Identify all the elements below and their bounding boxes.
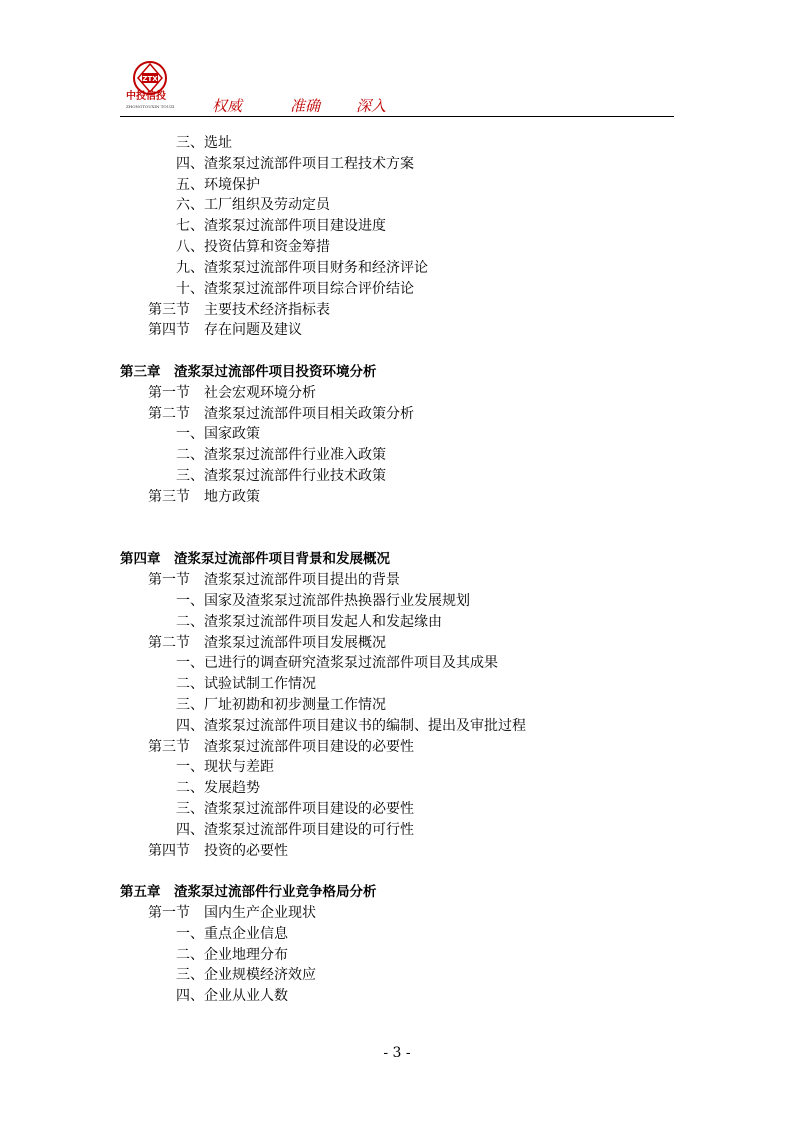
- toc-entry: 三、厂址初勘和初步测量工作情况: [176, 697, 386, 713]
- toc-entry: 四、渣浆泵过流部件项目建议书的编制、提出及审批过程: [176, 718, 526, 734]
- toc-entry: 第四节 存在问题及建议: [148, 322, 302, 338]
- motto-authoritative: 权威: [212, 97, 243, 115]
- toc-entry: 一、国家及渣浆泵过流部件热换器行业发展规划: [176, 593, 470, 609]
- logo-subtext: ZHONGTOUXIN TOUZI: [126, 104, 175, 109]
- toc-entry: 二、试验试制工作情况: [176, 676, 316, 692]
- toc-entry: 第一节 渣浆泵过流部件项目提出的背景: [148, 572, 400, 588]
- toc-entry: 四、渣浆泵过流部件项目建设的可行性: [176, 822, 414, 838]
- toc-entry: 三、企业规模经济效应: [176, 967, 316, 983]
- toc-entry: 四、企业从业人数: [176, 988, 288, 1004]
- toc-entry: 第三节 渣浆泵过流部件项目建设的必要性: [148, 739, 414, 755]
- svg-text:ZTX: ZTX: [142, 75, 158, 83]
- toc-entry: 一、现状与差距: [176, 759, 274, 775]
- toc-entry: 三、渣浆泵过流部件行业技术政策: [176, 468, 386, 484]
- toc-entry: 十、渣浆泵过流部件项目综合评价结论: [176, 281, 414, 297]
- toc-entry: 第一节 国内生产企业现状: [148, 905, 316, 921]
- toc-entry: 六、工厂组织及劳动定员: [176, 197, 330, 213]
- toc-entry: 二、渣浆泵过流部件行业准入政策: [176, 447, 386, 463]
- toc-entry: 三、渣浆泵过流部件项目建设的必要性: [176, 801, 414, 817]
- motto-accurate: 准确: [290, 97, 321, 115]
- logo-text: 中投信投: [126, 91, 166, 102]
- toc-chapter: 第三章 渣浆泵过流部件项目投资环境分析: [120, 364, 377, 380]
- toc-entry: 第一节 社会宏观环境分析: [148, 385, 316, 401]
- toc-entry: 第三节 主要技术经济指标表: [148, 302, 330, 318]
- toc-entry: 一、重点企业信息: [176, 926, 288, 942]
- toc-entry: 八、投资估算和资金筹措: [176, 239, 330, 255]
- toc-entry: 五、环境保护: [176, 177, 260, 193]
- toc-entry: 一、国家政策: [176, 426, 260, 442]
- motto-in-depth: 深入: [356, 97, 387, 115]
- header-divider: [120, 116, 674, 117]
- toc-entry: 二、企业地理分布: [176, 947, 288, 963]
- toc-entry: 第二节 渣浆泵过流部件项目相关政策分析: [148, 406, 414, 422]
- toc-entry: 第二节 渣浆泵过流部件项目发展概况: [148, 635, 386, 651]
- toc-entry: 九、渣浆泵过流部件项目财务和经济评论: [176, 260, 428, 276]
- toc-entry: 第三节 地方政策: [148, 489, 260, 505]
- toc-entry: 三、选址: [176, 135, 232, 151]
- toc-entry: 第四节 投资的必要性: [148, 843, 288, 859]
- toc-entry: 二、渣浆泵过流部件项目发起人和发起缘由: [176, 614, 442, 630]
- toc-entry: 四、渣浆泵过流部件项目工程技术方案: [176, 156, 414, 172]
- page-number: - 3 -: [383, 1045, 411, 1061]
- toc-entry: 七、渣浆泵过流部件项目建设进度: [176, 218, 386, 234]
- toc-entry: 一、已进行的调查研究渣浆泵过流部件项目及其成果: [176, 655, 498, 671]
- toc-chapter: 第五章 渣浆泵过流部件行业竞争格局分析: [120, 884, 377, 900]
- toc-chapter: 第四章 渣浆泵过流部件项目背景和发展概况: [120, 551, 390, 567]
- toc-entry: 二、发展趋势: [176, 780, 260, 796]
